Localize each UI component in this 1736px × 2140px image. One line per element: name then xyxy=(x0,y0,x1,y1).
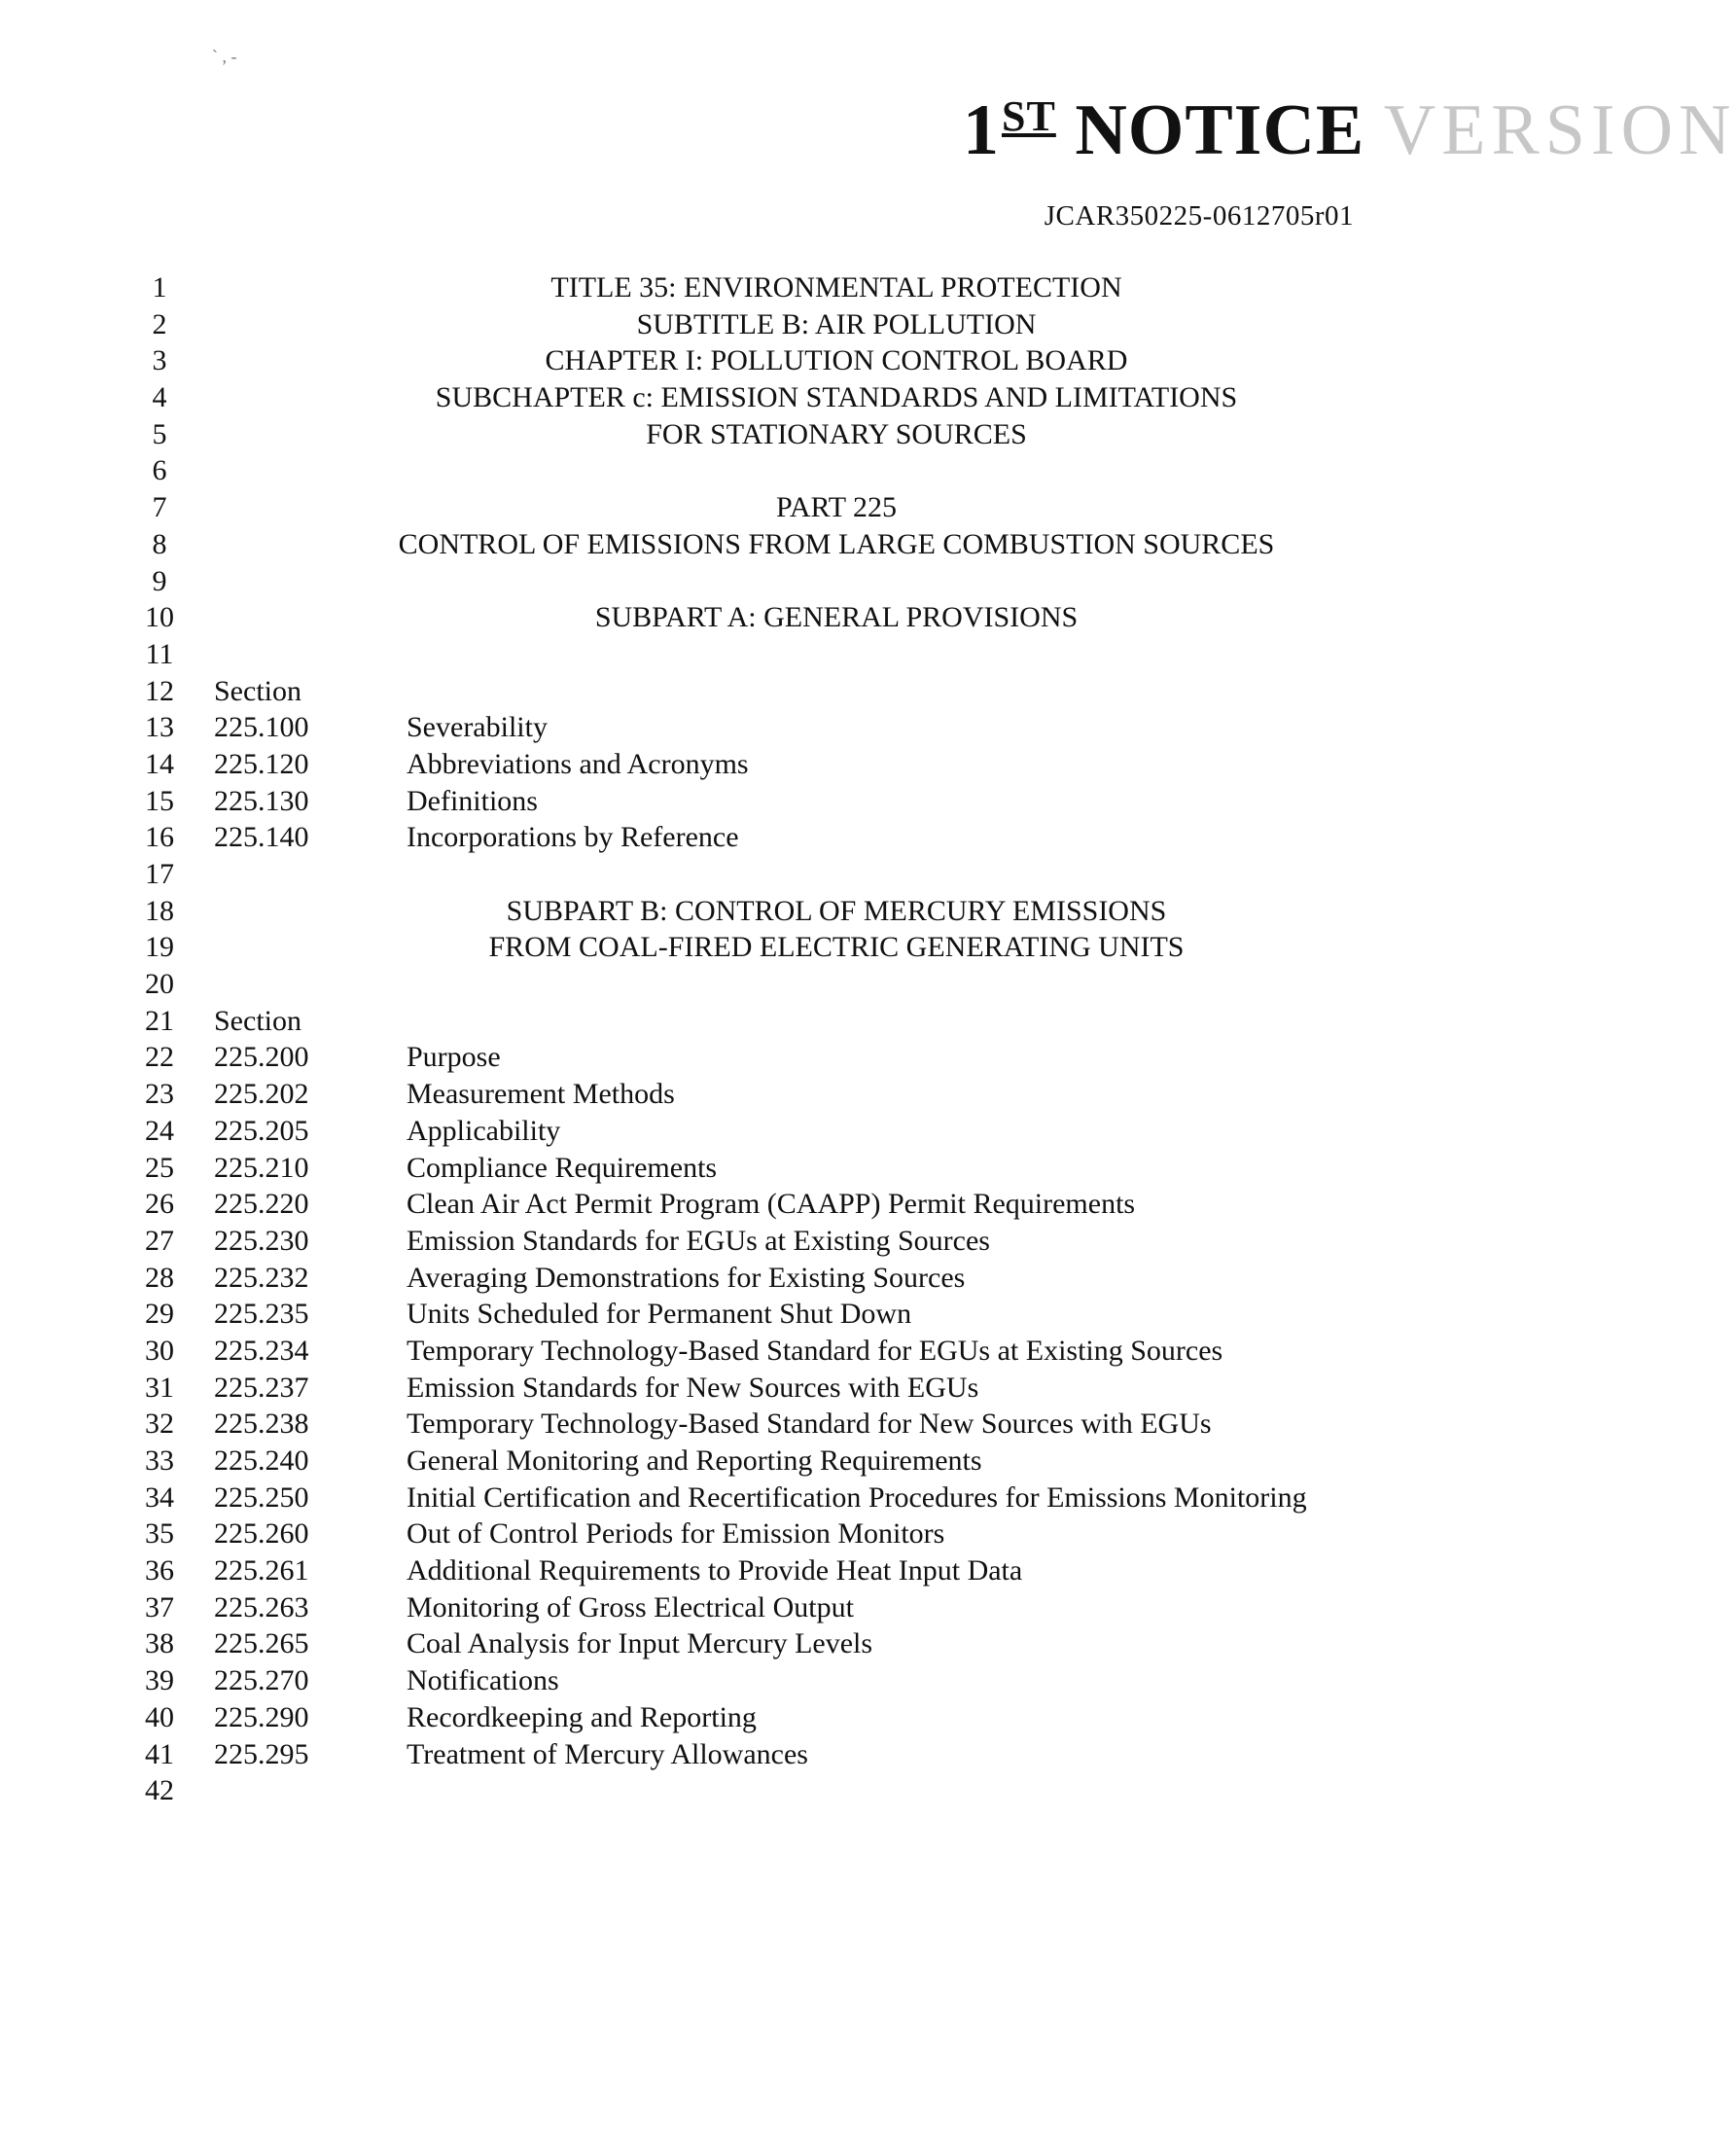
section-number: 225.120 xyxy=(214,747,309,780)
stamp-faded-word: VERSION xyxy=(1383,90,1736,170)
line-row xyxy=(0,893,1649,930)
document-id: JCAR350225-0612705r01 xyxy=(1044,200,1354,232)
heading-text: CHAPTER I: POLLUTION CONTROL BOARD xyxy=(545,344,1128,377)
line-number: 6 xyxy=(152,454,167,487)
line-number: 2 xyxy=(152,307,167,340)
line-number: 29 xyxy=(145,1298,174,1331)
line-number: 4 xyxy=(152,381,167,414)
line-row xyxy=(0,1552,1649,1589)
section-title: Coal Analysis for Input Mercury Levels xyxy=(407,1627,873,1660)
line-row xyxy=(0,526,1649,563)
section-number: 225.100 xyxy=(214,711,309,744)
line-number: 41 xyxy=(145,1737,174,1770)
line-row xyxy=(0,599,1649,636)
section-title: Definitions xyxy=(407,784,538,817)
section-title: Out of Control Periods for Emission Monitors xyxy=(407,1517,945,1551)
section-title: Emission Standards for EGUs at Existing Sources xyxy=(407,1224,990,1257)
line-row xyxy=(0,1516,1649,1552)
line-number: 22 xyxy=(145,1041,174,1074)
line-row xyxy=(0,709,1649,746)
section-title: Additional Requirements to Provide Heat Input Data xyxy=(407,1554,1023,1587)
line-number: 39 xyxy=(145,1664,174,1697)
section-number: 225.210 xyxy=(214,1151,309,1184)
line-row xyxy=(0,1333,1649,1370)
section-title: General Monitoring and Reporting Requirements xyxy=(407,1444,982,1477)
line-row xyxy=(0,306,1649,343)
section-title: Applicability xyxy=(407,1114,561,1147)
line-row xyxy=(0,1443,1649,1480)
line-number: 5 xyxy=(152,417,167,450)
line-number: 35 xyxy=(145,1517,174,1551)
line-row xyxy=(0,929,1649,966)
line-row xyxy=(0,342,1649,379)
section-title: Measurement Methods xyxy=(407,1078,675,1111)
section-number: 225.140 xyxy=(214,821,309,854)
line-row xyxy=(0,1039,1649,1076)
line-number: 9 xyxy=(152,564,167,597)
line-row xyxy=(0,1003,1649,1040)
line-number: 10 xyxy=(145,601,174,634)
line-number: 33 xyxy=(145,1444,174,1477)
section-title: Incorporations by Reference xyxy=(407,821,739,854)
numbered-lines xyxy=(0,269,1649,1809)
line-number: 26 xyxy=(145,1188,174,1221)
line-number: 16 xyxy=(145,821,174,854)
line-row xyxy=(0,673,1649,710)
line-row xyxy=(0,636,1649,673)
section-title: Monitoring of Gross Electrical Output xyxy=(407,1590,854,1623)
line-row xyxy=(0,452,1649,489)
section-number: 225.232 xyxy=(214,1261,309,1294)
line-row xyxy=(0,1406,1649,1443)
section-title: Clean Air Act Permit Program (CAAPP) Permit Requirements xyxy=(407,1188,1136,1221)
line-row xyxy=(0,1662,1649,1699)
line-number: 8 xyxy=(152,527,167,560)
section-number: 225.230 xyxy=(214,1224,309,1257)
line-row xyxy=(0,1113,1649,1150)
line-number: 15 xyxy=(145,784,174,817)
line-number: 18 xyxy=(145,894,174,927)
section-number: 225.130 xyxy=(214,784,309,817)
section-title: Purpose xyxy=(407,1041,501,1074)
line-number: 12 xyxy=(145,674,174,707)
line-row xyxy=(0,783,1649,820)
section-number: 225.205 xyxy=(214,1114,309,1147)
section-number: 225.202 xyxy=(214,1078,309,1111)
line-number: 28 xyxy=(145,1261,174,1294)
line-row xyxy=(0,1480,1649,1516)
section-number: 225.240 xyxy=(214,1444,309,1477)
line-number: 37 xyxy=(145,1590,174,1623)
line-number: 7 xyxy=(152,491,167,524)
heading-text: CONTROL OF EMISSIONS FROM LARGE COMBUSTION SOURCES xyxy=(398,527,1275,560)
section-title: Units Scheduled for Permanent Shut Down xyxy=(407,1298,912,1331)
line-row xyxy=(0,1699,1649,1736)
line-number: 17 xyxy=(145,858,174,890)
line-row xyxy=(0,1370,1649,1407)
section-number: 225.270 xyxy=(214,1664,309,1697)
line-row xyxy=(0,563,1649,600)
section-number: 225.263 xyxy=(214,1590,309,1623)
line-row xyxy=(0,416,1649,453)
line-number: 1 xyxy=(152,271,167,303)
line-number: 31 xyxy=(145,1371,174,1404)
line-number: 34 xyxy=(145,1480,174,1514)
section-number: 225.238 xyxy=(214,1408,309,1441)
section-number: 225.200 xyxy=(214,1041,309,1074)
heading-text: SUBPART A: GENERAL PROVISIONS xyxy=(594,601,1079,634)
line-number: 14 xyxy=(145,747,174,780)
line-row xyxy=(0,269,1649,306)
section-number: 225.290 xyxy=(214,1700,309,1733)
heading-text: PART 225 xyxy=(775,491,898,524)
line-number: 40 xyxy=(145,1700,174,1733)
line-row xyxy=(0,1076,1649,1113)
first-notice-stamp xyxy=(963,89,1736,177)
line-number: 23 xyxy=(145,1078,174,1111)
line-number: 24 xyxy=(145,1114,174,1147)
line-row xyxy=(0,856,1649,893)
line-number: 11 xyxy=(145,637,174,670)
line-row xyxy=(0,1150,1649,1187)
scan-specks: ` , - xyxy=(212,47,237,66)
line-number: 36 xyxy=(145,1554,174,1587)
line-row xyxy=(0,1772,1649,1809)
section-number: 225.220 xyxy=(214,1188,309,1221)
line-row xyxy=(0,1625,1649,1662)
section-number: 225.250 xyxy=(214,1480,309,1514)
section-title: Averaging Demonstrations for Existing Sources xyxy=(407,1261,966,1294)
line-row xyxy=(0,1296,1649,1333)
section-title: Emission Standards for New Sources with EGUs xyxy=(407,1371,979,1404)
line-row xyxy=(0,819,1649,856)
line-row xyxy=(0,379,1649,416)
heading-text: TITLE 35: ENVIRONMENTAL PROTECTION xyxy=(550,271,1122,303)
heading-text: SUBTITLE B: AIR POLLUTION xyxy=(636,307,1037,340)
section-number: 225.261 xyxy=(214,1554,309,1587)
section-number: 225.295 xyxy=(214,1737,309,1770)
section-title: Compliance Requirements xyxy=(407,1151,718,1184)
line-row xyxy=(0,1186,1649,1223)
section-column-heading: Section xyxy=(214,674,301,707)
stamp-numeral: 1 xyxy=(963,90,1000,170)
stamp-superscript: ST xyxy=(1002,92,1056,140)
line-number: 19 xyxy=(145,931,174,964)
line-row xyxy=(0,1260,1649,1297)
section-title: Initial Certification and Recertification Procedures for Emissions Monitoring xyxy=(407,1480,1307,1514)
line-number: 27 xyxy=(145,1224,174,1257)
line-row xyxy=(0,966,1649,1003)
section-title: Temporary Technology-Based Standard for EGUs at Existing Sources xyxy=(407,1334,1223,1367)
stamp-word: NOTICE xyxy=(1055,90,1384,170)
section-number: 225.237 xyxy=(214,1371,309,1404)
heading-text: SUBCHAPTER c: EMISSION STANDARDS AND LIMITATIONS xyxy=(435,381,1238,414)
section-number: 225.265 xyxy=(214,1627,309,1660)
section-title: Severability xyxy=(407,711,548,744)
section-number: 225.235 xyxy=(214,1298,309,1331)
line-row xyxy=(0,1223,1649,1260)
section-title: Treatment of Mercury Allowances xyxy=(407,1737,808,1770)
line-number: 42 xyxy=(145,1774,174,1807)
line-number: 21 xyxy=(145,1004,174,1037)
line-row xyxy=(0,489,1649,526)
line-row xyxy=(0,1736,1649,1773)
heading-text: FOR STATIONARY SOURCES xyxy=(646,417,1027,450)
heading-text: FROM COAL-FIRED ELECTRIC GENERATING UNITS xyxy=(488,931,1185,964)
section-title: Temporary Technology-Based Standard for New Sources with EGUs xyxy=(407,1408,1212,1441)
line-number: 13 xyxy=(145,711,174,744)
section-title: Recordkeeping and Reporting xyxy=(407,1700,757,1733)
line-row xyxy=(0,746,1649,783)
section-number: 225.234 xyxy=(214,1334,309,1367)
section-title: Abbreviations and Acronyms xyxy=(407,747,749,780)
line-row xyxy=(0,1589,1649,1626)
section-number: 225.260 xyxy=(214,1517,309,1551)
line-number: 25 xyxy=(145,1151,174,1184)
section-title: Notifications xyxy=(407,1664,559,1697)
line-number: 30 xyxy=(145,1334,174,1367)
heading-text: SUBPART B: CONTROL OF MERCURY EMISSIONS xyxy=(506,894,1167,927)
line-number: 3 xyxy=(152,344,167,377)
line-number: 32 xyxy=(145,1408,174,1441)
line-number: 38 xyxy=(145,1627,174,1660)
section-column-heading: Section xyxy=(214,1004,301,1037)
line-number: 20 xyxy=(145,968,174,1001)
